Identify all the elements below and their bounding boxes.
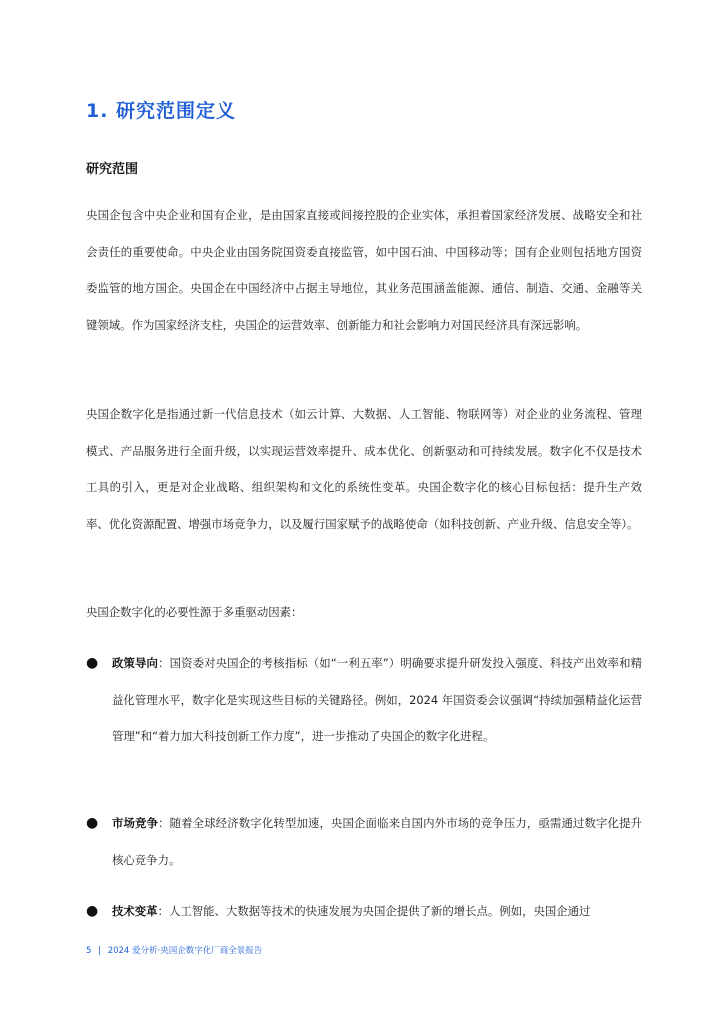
subsection-title: 研究范围 bbox=[86, 162, 139, 177]
paragraph-digitalization-definition: 央国企数字化是指通过新一代信息技术（如云计算、大数据、人工智能、物联网等）对企业的业务流程、管理模式、产品服务进行全面升级，以实现运营效率提升、成本优化、创新驱动和可持续发展。数字化不仅是技术工具的引入，更是对企业战略、组织架构和文化的系统性变革。央国企数字化的核心目标包括：提升生产效率、优化资源配置、增强市场竞争力，以及履行国家赋予的战略使命（如科技创新、产业升级、信息安全等）。 bbox=[86, 407, 642, 531]
list-item-body: ：人工智能、大数据等技术的快速发展为央国企提供了新的增长点。例如，央国企通过 bbox=[157, 904, 591, 918]
section-title: 1. 研究范围定义 bbox=[86, 100, 237, 122]
paragraph-drivers-intro: 央国企数字化的必要性源于多重驱动因素： bbox=[86, 605, 303, 619]
report-title: 2024 爱分析·央国企数字化厂商全景报告 bbox=[107, 946, 263, 956]
list-item-text bbox=[112, 893, 642, 930]
list-item-text bbox=[112, 805, 642, 878]
bullet-dot-icon: ● bbox=[86, 655, 99, 671]
list-item-body: ：国资委对央国企的考核指标（如“一利五率”）明确要求提升研发投入强度、科技产出效率和精益化管理水平，数字化是实现这些目标的关键路径。例如，2024 年国资委会议强调“持续加强精益化运营管理”和“着力加大科技创新工作力度”，进一步推动了央国企的数字化进程。 bbox=[112, 656, 642, 744]
page-footer bbox=[86, 944, 266, 956]
list-item-term: 技术变革 bbox=[112, 904, 158, 918]
bullet-dot-icon: ● bbox=[86, 815, 99, 831]
list-item-term: 政策导向 bbox=[112, 656, 159, 670]
list-item-term: 市场竞争 bbox=[112, 816, 159, 830]
footer-separator: | bbox=[98, 946, 101, 956]
paragraph-scope-definition: 央国企包含中央企业和国有企业，是由国家直接或间接控股的企业实体，承担着国家经济发展、战略安全和社会责任的重要使命。中央企业由国务院国资委直接监管，如中国石油、中国移动等；国有企业则包括地方国资委监管的地方国企。央国企在中国经济中占据主导地位，其业务范围涵盖能源、通信、制造、交通、金融等关键领域。作为国家经济支柱，央国企的运营效率、创新能力和社会影响力对国民经济具有深远影响。 bbox=[86, 208, 642, 332]
list-item-text bbox=[112, 645, 642, 755]
page-number: 5 bbox=[86, 946, 92, 956]
bullet-dot-icon: ● bbox=[86, 903, 99, 919]
list-item-body: ：随着全球经济数字化转型加速，央国企面临来自国内外市场的竞争压力，亟需通过数字化提升核心竞争力。 bbox=[112, 816, 642, 867]
